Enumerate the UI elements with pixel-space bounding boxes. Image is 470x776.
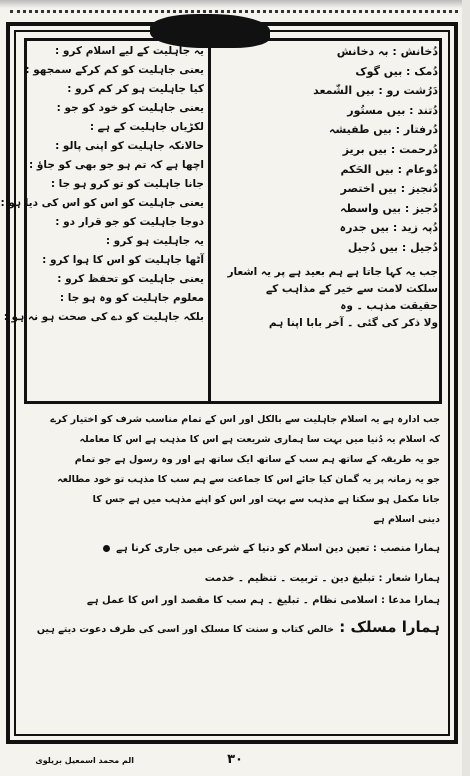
left-line: بلکہ جاہلیت کو دے کی صحت ہو نہ ہو : (3, 311, 204, 323)
right-line: دُنجیز : بیں اختصر (340, 182, 438, 196)
left-line: حالانکہ جاہلیت کو اپنی پالو : (55, 140, 204, 152)
mission-line (26, 538, 440, 560)
right-column (216, 42, 438, 332)
left-line: دوجا جاہلیت کو جو قرار دو : (55, 216, 204, 228)
bottom-paragraph-line: کہ اسلام یہ دُنیا میں بہت سا ہماری شریعت ہے اس کا مذہب ہے اس کا معاملہ (79, 434, 440, 445)
right-line: دُتند : بیں مستُور (347, 103, 438, 117)
scan-top-edge (0, 0, 470, 8)
bottom-section (26, 410, 440, 730)
left-line: کیا جاہلیت ہو کر کم کرو : (67, 83, 204, 95)
column-divider (208, 40, 211, 402)
bullet-icon (103, 545, 110, 552)
left-line: یعنی جاہلیت کو کم کرکے سمجھو : (25, 64, 204, 76)
bottom-paragraph-line: دینی اسلام ہے (373, 514, 440, 525)
motto-line: ہمارا شعار : تبلیغ دین ۔ تربیت ۔ تنظیم ۔ خدمت (204, 573, 440, 584)
right-line: دُجیل : بیں دُجیل (347, 240, 438, 254)
right-note: ولا ذکر کی گئی ۔ آخر بابا اپنا ہم (268, 316, 438, 329)
right-line: دُرفتار : بیں طفیشہ (329, 123, 438, 137)
left-line: یعنی جاہلیت کو تحفظ کرو : (57, 273, 204, 285)
right-note: جب یہ کہا جاتا ہے ہم بعید ہے پر یہ اشعار (227, 265, 438, 278)
left-line: اچھا ہے کہ تم ہو جو بھی کو جاؤ : (29, 159, 204, 171)
creed-text: خالص کتاب و سنت کا مسلک اور اسی کی طرف دعوت دیتے ہیں (36, 624, 335, 635)
bottom-paragraph-line: جب ادارہ ہے یہ اسلام جاہلیت سے بالکل اور اس کے تمام مناسب شرف کو اختیار کرے (50, 414, 440, 425)
right-note: سلکت لامت سے خیر کے مذاہب کے (265, 282, 438, 295)
left-line: یعنی جاہلیت کو اس کو اس کی دیا ہو : (0, 197, 204, 209)
left-line: آٹھا جاہلیت کو اس کا ہوا کرو : (42, 254, 204, 266)
left-column (0, 42, 204, 327)
left-line: لکڑیاں جاہلیت کے ہے : (89, 121, 204, 133)
right-line: دُپہ زید : بیں جدرہ (339, 221, 438, 235)
bottom-paragraph-line: جو یہ طریقہ کے ساتھ ہم سب کے ساتھ ایک ساتھ ہے اور وہ رسول ہے جو تمام (74, 454, 440, 465)
bottom-paragraph-line: جو یہ زمانہ پر یہ گمان کیا جائے اس کا جماعت سے ہم سب کا مذہب تو خود مطالعہ (57, 474, 440, 485)
page-number: ۳۰ (227, 752, 243, 767)
creed-title: ہمارا مسلک : (339, 618, 440, 636)
right-line: دُمک : بیں گوک (355, 64, 438, 78)
right-line: دُرحمت : بیں بریز (342, 142, 438, 156)
right-line: دُوعام : بیں الحَکم (340, 162, 438, 176)
left-line: جانا جاہلیت کو تو کرو ہو جا : (50, 178, 204, 190)
right-line: دُخانش : بہ دخانش (336, 45, 438, 58)
right-line: دَرُشت رو : بیں الشّمعد (313, 84, 438, 98)
right-line: دُجیز : بیں واسطہ (340, 201, 438, 215)
scan-right-edge (462, 0, 470, 776)
left-line: یہ جاہلیت ہو کرو : (105, 235, 204, 247)
aim-line: ہمارا مدعا : اسلامی نظام ۔ تبلیغ ۔ ہم سب کا مقصد اور اس کا عمل ہے (86, 595, 440, 606)
left-line: یہ جاہلیت کے لیے اسلام کرو : (55, 45, 204, 57)
left-line: معلوم جاہلیت کو وہ ہو جا : (59, 292, 204, 304)
mission-text: ہمارا منصب : تعین دین اسلام کو دنیا کے شرعی میں جاری کرنا ہے (116, 543, 440, 554)
left-line: یعنی جاہلیت کو خود کو جو : (56, 102, 204, 114)
right-note: حقیقت مذہب ۔ وہ (340, 299, 438, 312)
creed-line (26, 612, 440, 645)
bottom-paragraph-line: جانا مکمل ہو سکتا ہے مذہب سے بہت اور اس کو اپنے مذہب میں ہے جس کا (92, 494, 440, 505)
footer-imprint: الم محمد اسمعیل بریلوی (35, 756, 134, 765)
